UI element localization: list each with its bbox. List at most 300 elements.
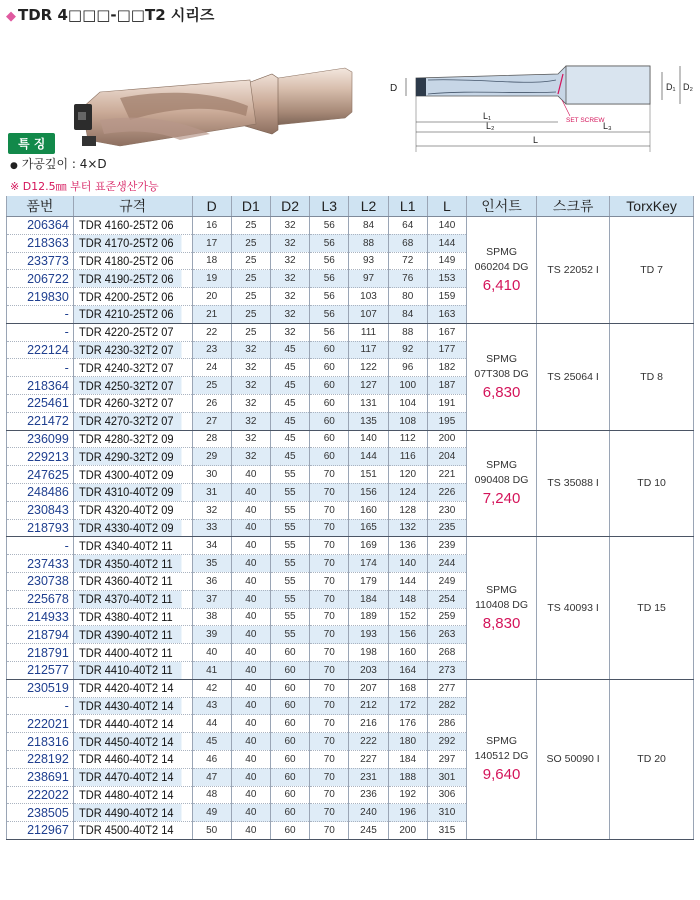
dimension-cell: 227	[349, 750, 388, 768]
dimension-cell: 45	[192, 733, 231, 751]
dimension-cell: 60	[270, 661, 309, 679]
dimension-cell: 70	[310, 590, 349, 608]
dimension-cell: 60	[270, 768, 309, 786]
dimension-cell: 23	[192, 341, 231, 359]
spec-cell: TDR 4270-32T2 07	[73, 412, 182, 430]
dimension-cell: 40	[231, 804, 270, 822]
dimension-cell: 34	[192, 537, 231, 555]
dimension-cell: 103	[349, 288, 388, 306]
dimension-cell: 60	[270, 679, 309, 697]
dimension-cell: 70	[310, 483, 349, 501]
dimension-cell: 55	[270, 519, 309, 537]
dimension-cell: 45	[270, 359, 309, 377]
dimension-cell: 46	[192, 750, 231, 768]
torx-key-code: TD 7	[640, 263, 663, 276]
dim-l2-label: L₂	[486, 121, 495, 131]
dimension-cell: 45	[270, 341, 309, 359]
dimension-cell: 40	[231, 590, 270, 608]
dimension-cell: 108	[388, 412, 427, 430]
dimension-cell: 56	[310, 305, 349, 323]
insert-price: 6,410	[482, 276, 521, 294]
dimension-cell: 32	[270, 270, 309, 288]
part-number-cell: 230738	[7, 572, 74, 590]
insert-price: 9,640	[482, 766, 521, 784]
dimension-cell: 16	[192, 217, 231, 235]
spec-cell: TDR 4370-40T2 11	[73, 590, 182, 608]
dimension-cell: 198	[349, 644, 388, 662]
dim-d2-label: D₂	[683, 82, 693, 92]
dimension-cell: 182	[427, 359, 466, 377]
part-number-cell: 218364	[7, 377, 74, 395]
dimension-cell: 32	[270, 288, 309, 306]
dimension-cell: 39	[192, 626, 231, 644]
dimension-cell: 164	[388, 661, 427, 679]
torx-key-cell	[610, 430, 694, 537]
dimension-cell: 301	[427, 768, 466, 786]
part-number-cell: 222022	[7, 786, 74, 804]
dimension-cell: 56	[310, 288, 349, 306]
dimension-cell: 21	[192, 305, 231, 323]
insert-name: 140512 DG	[474, 750, 529, 763]
dimension-cell: 156	[349, 483, 388, 501]
torx-key-cell	[610, 323, 694, 430]
table-header-row	[7, 196, 694, 217]
dimension-cell: 282	[427, 697, 466, 715]
dimension-cell: 128	[388, 501, 427, 519]
spec-cell: TDR 4390-40T2 11	[73, 626, 182, 644]
dimension-cell: 163	[427, 305, 466, 323]
dim-d1-label: D₁	[666, 82, 676, 92]
insert-cell	[467, 537, 537, 679]
dimension-cell: 240	[349, 804, 388, 822]
spec-cell: TDR 4490-40T2 14	[73, 804, 182, 822]
spec-cell: TDR 4380-40T2 11	[73, 608, 182, 626]
dimension-cell: 45	[270, 412, 309, 430]
dimension-cell: 212	[349, 697, 388, 715]
part-number-cell: 218793	[7, 519, 74, 537]
column-header: D2	[270, 196, 309, 217]
dimension-cell: 40	[231, 679, 270, 697]
dimension-cell: 45	[270, 394, 309, 412]
dimension-cell: 18	[192, 252, 231, 270]
dimension-cell: 55	[270, 537, 309, 555]
dimension-cell: 40	[231, 626, 270, 644]
dimension-cell: 254	[427, 590, 466, 608]
page-title	[6, 4, 214, 25]
part-number-cell: 222124	[7, 341, 74, 359]
dimension-cell: 25	[231, 323, 270, 341]
spec-cell: TDR 4330-40T2 09	[73, 519, 182, 537]
column-header: 스크류	[537, 196, 610, 217]
part-number-cell: 212967	[7, 822, 74, 840]
dimension-cell: 70	[310, 750, 349, 768]
spec-cell: TDR 4180-25T2 06	[73, 252, 182, 270]
part-number-cell: 238691	[7, 768, 74, 786]
insert-name: 060204 DG	[474, 260, 529, 273]
spec-cell: TDR 4220-25T2 07	[73, 323, 182, 341]
dimension-cell: 160	[388, 644, 427, 662]
part-number-cell: 247625	[7, 466, 74, 484]
dimension-cell: 48	[192, 786, 231, 804]
dimension-cell: 70	[310, 661, 349, 679]
dimension-cell: 27	[192, 412, 231, 430]
screw-cell	[537, 323, 610, 430]
spec-cell: TDR 4240-32T2 07	[73, 359, 182, 377]
dim-l1-label: L₁	[483, 111, 492, 121]
dimension-cell: 268	[427, 644, 466, 662]
dimension-cell: 25	[231, 234, 270, 252]
dim-l3-label: L₃	[603, 121, 612, 131]
dimension-cell: 70	[310, 697, 349, 715]
dimension-cell: 60	[310, 341, 349, 359]
insert-price: 7,240	[482, 490, 521, 508]
dimension-cell: 222	[349, 733, 388, 751]
dimension-cell: 216	[349, 715, 388, 733]
dimension-cell: 60	[310, 412, 349, 430]
feature-item	[10, 155, 107, 172]
dimension-cell: 50	[192, 822, 231, 840]
spec-cell: TDR 4200-25T2 06	[73, 288, 182, 306]
dimension-cell: 60	[310, 359, 349, 377]
dimension-cell: 32	[231, 359, 270, 377]
dimension-cell: 70	[310, 822, 349, 840]
dimension-cell: 40	[231, 483, 270, 501]
dimension-cell: 70	[310, 715, 349, 733]
dimension-cell: 187	[427, 377, 466, 395]
screw-code: TS 22052 I	[547, 263, 599, 276]
dimension-cell: 226	[427, 483, 466, 501]
part-number-cell: 212577	[7, 661, 74, 679]
dimension-cell: 84	[349, 217, 388, 235]
screw-cell	[537, 217, 610, 324]
dimension-cell: 152	[388, 608, 427, 626]
dim-d-label: D	[390, 83, 398, 94]
dimension-cell: 56	[310, 217, 349, 235]
dimension-cell: 25	[192, 377, 231, 395]
dimension-cell: 221	[427, 466, 466, 484]
dimension-cell: 148	[388, 590, 427, 608]
spec-cell: TDR 4250-32T2 07	[73, 377, 182, 395]
dimension-cell: 177	[427, 341, 466, 359]
dimension-cell: 25	[231, 288, 270, 306]
spec-cell: TDR 4320-40T2 09	[73, 501, 182, 519]
dimension-cell: 273	[427, 661, 466, 679]
dimension-cell: 144	[427, 234, 466, 252]
dimension-cell: 107	[349, 305, 388, 323]
part-number-cell: 228192	[7, 750, 74, 768]
dimension-cell: 174	[349, 555, 388, 573]
dimension-cell: 32	[270, 217, 309, 235]
screw-cell	[537, 430, 610, 537]
dimension-cell: 179	[349, 572, 388, 590]
column-header: 규격	[73, 196, 192, 217]
dimension-cell: 263	[427, 626, 466, 644]
dimension-cell: 26	[192, 394, 231, 412]
dimension-cell: 111	[349, 323, 388, 341]
dimension-cell: 40	[231, 608, 270, 626]
dimension-cell: 33	[192, 519, 231, 537]
dimension-cell: 40	[231, 572, 270, 590]
dimension-cell: 196	[388, 804, 427, 822]
dimension-cell: 32	[270, 234, 309, 252]
bullet-icon: ●	[10, 161, 18, 171]
table-row	[7, 679, 694, 697]
dimension-cell: 124	[388, 483, 427, 501]
production-note: ※ D12.5㎜ 부터 표준생산가능	[10, 180, 159, 193]
spec-cell: TDR 4460-40T2 14	[73, 750, 182, 768]
dimension-cell: 55	[270, 555, 309, 573]
dimension-cell: 140	[349, 430, 388, 448]
part-number-cell: 248486	[7, 483, 74, 501]
dimension-cell: 292	[427, 733, 466, 751]
dimension-cell: 19	[192, 270, 231, 288]
dimension-cell: 42	[192, 679, 231, 697]
dimension-cell: 192	[388, 786, 427, 804]
spec-cell: TDR 4430-40T2 14	[73, 697, 182, 715]
dimension-cell: 70	[310, 519, 349, 537]
spec-cell: TDR 4410-40T2 11	[73, 661, 182, 679]
title-diamond-icon: ◆	[6, 9, 16, 24]
dimension-cell: 203	[349, 661, 388, 679]
dimension-cell: 131	[349, 394, 388, 412]
dimension-cell: 56	[310, 270, 349, 288]
dimension-cell: 207	[349, 679, 388, 697]
dimension-cell: 25	[231, 270, 270, 288]
dimension-cell: 43	[192, 697, 231, 715]
dimension-cell: 40	[231, 750, 270, 768]
dimension-cell: 32	[231, 341, 270, 359]
part-number-cell: 218316	[7, 733, 74, 751]
dimension-cell: 45	[270, 430, 309, 448]
dimension-cell: 32	[270, 252, 309, 270]
dimension-diagram	[388, 60, 696, 160]
part-number-cell: 230843	[7, 501, 74, 519]
dimension-cell: 60	[270, 786, 309, 804]
dimension-cell: 60	[310, 430, 349, 448]
dimension-cell: 144	[388, 572, 427, 590]
dimension-cell: 55	[270, 483, 309, 501]
dimension-cell: 277	[427, 679, 466, 697]
dimension-cell: 32	[192, 501, 231, 519]
dimension-cell: 153	[427, 270, 466, 288]
spec-cell: TDR 4470-40T2 14	[73, 768, 182, 786]
dimension-cell: 60	[270, 822, 309, 840]
dimension-cell: 25	[231, 217, 270, 235]
features-badge: 특 징	[8, 133, 55, 154]
dimension-cell: 55	[270, 626, 309, 644]
table-row	[7, 217, 694, 235]
dimension-cell: 41	[192, 661, 231, 679]
dimension-cell: 168	[388, 679, 427, 697]
dimension-cell: 45	[270, 377, 309, 395]
dimension-cell: 38	[192, 608, 231, 626]
column-header: D1	[231, 196, 270, 217]
insert-cell	[467, 217, 537, 324]
column-header: L	[427, 196, 466, 217]
spec-cell: TDR 4230-32T2 07	[73, 341, 182, 359]
insert-name: 07T308 DG	[474, 367, 529, 380]
dimension-cell: 56	[310, 323, 349, 341]
dimension-cell: 40	[231, 786, 270, 804]
part-number-cell: 206722	[7, 270, 74, 288]
dimension-cell: 32	[231, 394, 270, 412]
dimension-cell: 245	[349, 822, 388, 840]
part-number-cell: 218791	[7, 644, 74, 662]
table-row	[7, 430, 694, 448]
dimension-cell: 68	[388, 234, 427, 252]
dimension-cell: 30	[192, 466, 231, 484]
part-number-cell: 229213	[7, 448, 74, 466]
part-number-cell: -	[7, 697, 74, 715]
dimension-cell: 315	[427, 822, 466, 840]
part-number-cell: 218794	[7, 626, 74, 644]
dimension-cell: 40	[231, 466, 270, 484]
part-number-cell: -	[7, 323, 74, 341]
dimension-cell: 40	[231, 644, 270, 662]
dimension-cell: 56	[310, 234, 349, 252]
drill-product-image	[60, 50, 360, 170]
dimension-cell: 70	[310, 537, 349, 555]
dimension-cell: 93	[349, 252, 388, 270]
column-header: 품번	[7, 196, 74, 217]
dimension-cell: 244	[427, 555, 466, 573]
dimension-cell: 70	[310, 733, 349, 751]
dimension-cell: 70	[310, 501, 349, 519]
spec-cell: TDR 4300-40T2 09	[73, 466, 182, 484]
dimension-cell: 100	[388, 377, 427, 395]
dimension-cell: 60	[270, 750, 309, 768]
spec-cell: TDR 4260-32T2 07	[73, 394, 182, 412]
dimension-cell: 20	[192, 288, 231, 306]
dimension-cell: 160	[349, 501, 388, 519]
dimension-cell: 80	[388, 288, 427, 306]
dimension-cell: 32	[231, 412, 270, 430]
dimension-cell: 116	[388, 448, 427, 466]
dimension-cell: 60	[270, 715, 309, 733]
torx-key-code: TD 20	[637, 753, 666, 766]
dimension-cell: 236	[349, 786, 388, 804]
dimension-cell: 70	[310, 555, 349, 573]
spec-cell: TDR 4290-32T2 09	[73, 448, 182, 466]
insert-name: SPMG	[486, 245, 517, 258]
screw-code: TS 35088 I	[547, 477, 599, 490]
dimension-cell: 60	[270, 644, 309, 662]
spec-cell: TDR 4340-40T2 11	[73, 537, 182, 555]
dimension-cell: 40	[231, 537, 270, 555]
dimension-cell: 70	[310, 626, 349, 644]
screw-code: TS 25064 I	[547, 370, 599, 383]
dimension-cell: 70	[310, 466, 349, 484]
insert-cell	[467, 323, 537, 430]
dimension-cell: 297	[427, 750, 466, 768]
dim-l-label: L	[533, 135, 539, 145]
dimension-cell: 231	[349, 768, 388, 786]
dimension-cell: 32	[231, 448, 270, 466]
dimension-cell: 72	[388, 252, 427, 270]
part-number-cell: 218363	[7, 234, 74, 252]
dimension-cell: 40	[231, 733, 270, 751]
column-header: D	[192, 196, 231, 217]
part-number-cell: 221472	[7, 412, 74, 430]
part-number-cell: 222021	[7, 715, 74, 733]
dimension-cell: 24	[192, 359, 231, 377]
part-number-cell: 219830	[7, 288, 74, 306]
column-header: L1	[388, 196, 427, 217]
part-number-cell: -	[7, 305, 74, 323]
dimension-cell: 172	[388, 697, 427, 715]
dimension-cell: 60	[270, 804, 309, 822]
dimension-cell: 40	[231, 555, 270, 573]
dimension-cell: 88	[349, 234, 388, 252]
dimension-cell: 184	[388, 750, 427, 768]
dimension-cell: 56	[310, 252, 349, 270]
column-header: L2	[349, 196, 388, 217]
spec-cell: TDR 4480-40T2 14	[73, 786, 182, 804]
dimension-cell: 45	[270, 448, 309, 466]
part-number-cell: 233773	[7, 252, 74, 270]
torx-key-code: TD 8	[640, 370, 663, 383]
part-number-cell: 214933	[7, 608, 74, 626]
dimension-cell: 25	[231, 305, 270, 323]
dimension-cell: 32	[231, 377, 270, 395]
dimension-cell: 200	[427, 430, 466, 448]
dimension-cell: 49	[192, 804, 231, 822]
spec-cell: TDR 4160-25T2 06	[73, 217, 182, 235]
torx-key-cell	[610, 679, 694, 839]
dimension-cell: 149	[427, 252, 466, 270]
screw-code: SO 50090 I	[546, 753, 600, 766]
part-number-cell: 236099	[7, 430, 74, 448]
insert-name: SPMG	[486, 352, 517, 365]
dimension-cell: 64	[388, 217, 427, 235]
dimension-cell: 140	[388, 555, 427, 573]
dimension-cell: 60	[270, 733, 309, 751]
title-text: TDR 4□□□-□□T2 시리즈	[18, 6, 215, 24]
dimension-cell: 47	[192, 768, 231, 786]
part-number-cell: 206364	[7, 217, 74, 235]
dimension-cell: 92	[388, 341, 427, 359]
dimension-cell: 55	[270, 608, 309, 626]
dimension-cell: 55	[270, 466, 309, 484]
dimension-cell: 249	[427, 572, 466, 590]
dimension-cell: 167	[427, 323, 466, 341]
spec-cell: TDR 4400-40T2 11	[73, 644, 182, 662]
screw-cell	[537, 537, 610, 679]
insert-price: 8,830	[482, 615, 521, 633]
dimension-cell: 239	[427, 537, 466, 555]
column-header: TorxKey	[610, 196, 694, 217]
dimension-cell: 156	[388, 626, 427, 644]
dimension-cell: 32	[270, 323, 309, 341]
dimension-cell: 117	[349, 341, 388, 359]
dimension-cell: 36	[192, 572, 231, 590]
spec-cell: TDR 4190-25T2 06	[73, 270, 182, 288]
dimension-cell: 25	[231, 252, 270, 270]
dimension-cell: 176	[388, 715, 427, 733]
dimension-cell: 84	[388, 305, 427, 323]
dimension-cell: 32	[231, 430, 270, 448]
dimension-cell: 193	[349, 626, 388, 644]
dimension-cell: 76	[388, 270, 427, 288]
dimension-cell: 60	[310, 394, 349, 412]
part-number-cell: -	[7, 359, 74, 377]
spec-table	[6, 196, 694, 840]
dimension-cell: 230	[427, 501, 466, 519]
spec-cell: TDR 4450-40T2 14	[73, 733, 182, 751]
feature-text: 가공깊이 : 4×D	[21, 157, 107, 171]
dimension-cell: 135	[349, 412, 388, 430]
dimension-cell: 40	[231, 501, 270, 519]
